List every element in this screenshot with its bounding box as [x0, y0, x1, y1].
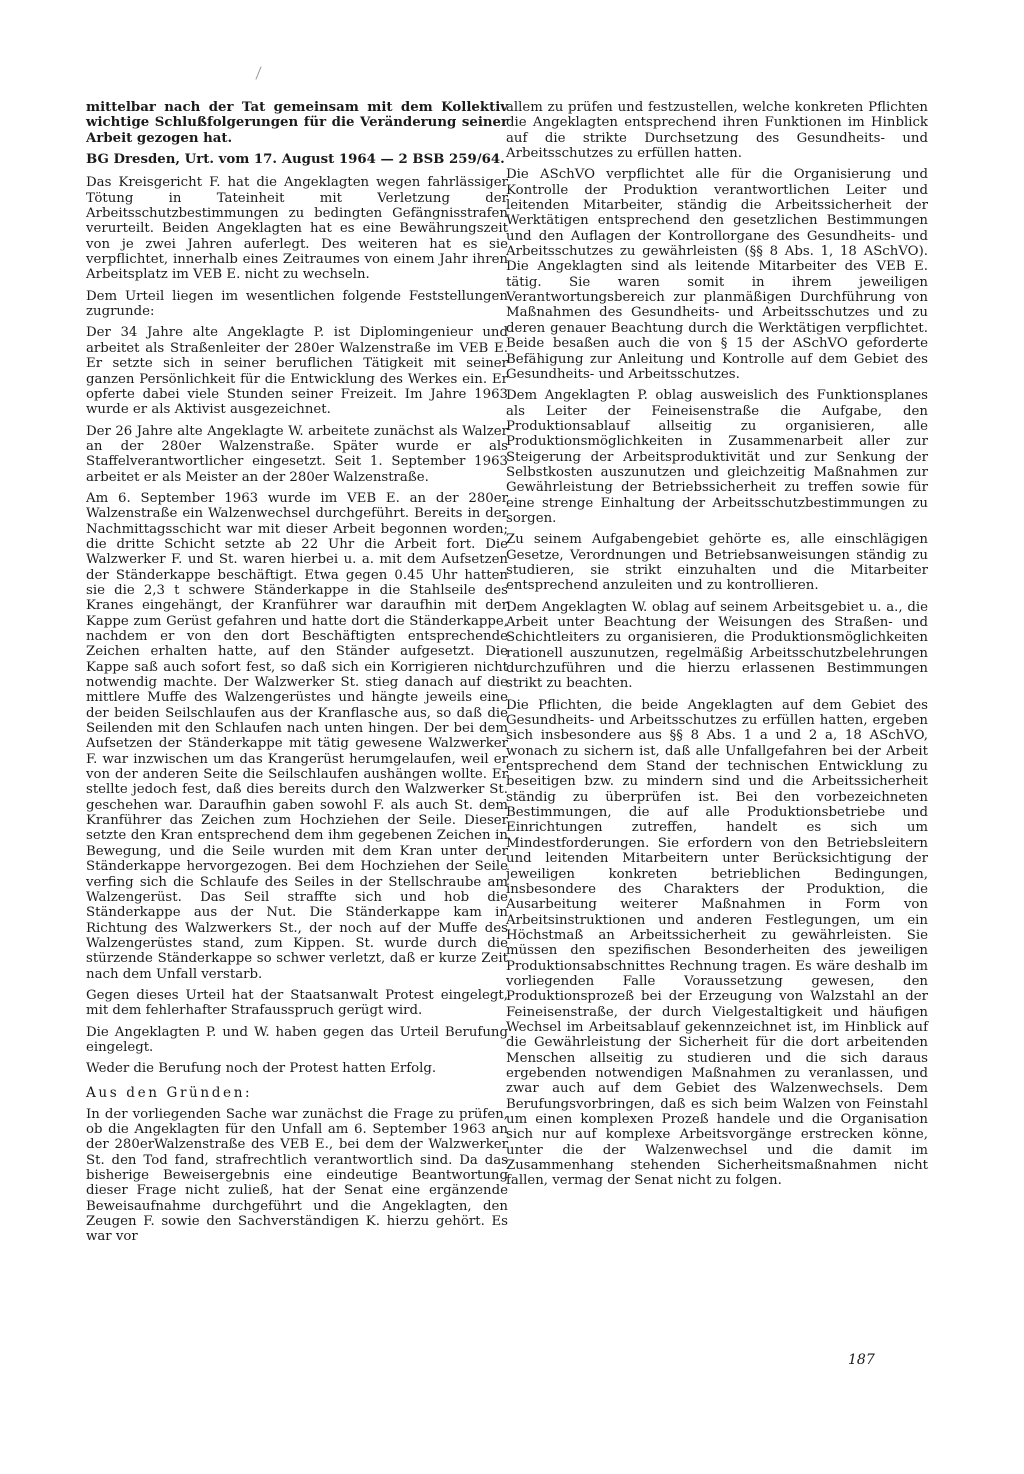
paragraph: Die Pflichten, die beide Angeklagten auf dem Gebiet des Gesundheits- und Arbeitsschutzes zu erfüllen hatten, ergeben sich insbesondere aus §§ 8 Abs. 1 a und 2 a, 18 ASchVO, wonach zu sichern ist, daß alle Unfallgefahren bei der Arbeit entsprechend dem Stand der technischen Entwicklung zu beseitigen bzw. zu mindern sind und die Arbeitssicherheit ständig zu überprüfen ist. Bei den vorbezeichneten Bestimmungen, die auf alle Produktionsbetriebe und Einrichtungen zutreffen, handelt es sich um Mindestforderungen. Sie erfordern von den Betriebsleitern und leitenden Mitarbeitern unter Berücksichtigung der jeweiligen konkreten betrieblichen Bedingungen, insbesondere des Charakters der Produktion, die Ausarbeitung weiterer Maßnahmen in Form von Arbeitsinstruktionen und anderen Festlegungen, um ein Höchstmaß an Arbeitssicherheit zu gewährleisten. Sie müssen den spezifischen Besonderheiten des jeweiligen Produktionsabschnittes Rechnung tragen. Es wäre deshalb im vorliegenden Falle Voraussetzung gewesen, den Produktionsprozeß bei der Erzeugung von Walzstahl an der Feineisenstraße, der durch Vielgestaltigkeit und häufigen Wechsel im Arbeitsablauf gekennzeichnet ist, im Hinblick auf die Gewährleistung der Sicherheit für die dort arbeitenden Menschen allseitig zu studieren und die sich daraus ergebenden notwendigen Maßnahmen zu veranlassen, und zwar auch auf dem Gebiet des Walzenwechsels. Dem Berufungsvorbringen, daß es sich beim Walzen von Feinstahl um einen komplexen Prozeß handele und die Organisation sich nur auf komplexe Arbeitsvorgänge erstrecken könne, unter die der Walzenwechsel und die damit im Zusammenhang stehenden Sicherheitsmaßnahmen nicht fallen, vermag der Senat nicht zu folgen. — [506, 697, 928, 1189]
paragraph: Dem Urteil liegen im wesentlichen folgende Feststellungen zugrunde: — [86, 288, 508, 320]
left-column — [86, 100, 508, 1251]
paragraph: Zu seinem Aufgabengebiet gehörte es, alle einschlägigen Gesetze, Verordnungen und Betriebsanweisungen ständig zu studieren, sie strikt einzuhalten und die Mitarbeiter entsprechend anzuleiten und zu kontrollieren. — [506, 532, 928, 594]
intro-bold-text: mittelbar nach der Tat gemeinsam mit dem Kollektiv wichtige Schlußfolgerungen für die Veränderung seiner Arbeit gezogen hat. — [86, 100, 508, 146]
paragraph: Dem Angeklagten W. oblag auf seinem Arbeitsgebiet u. a., die Arbeit unter Beachtung der Weisungen des Straßen- und Schichtleiters zu organisieren, die Produktionsmöglichkeiten rationell auszunutzen, regelmäßig Arbeitsschutzbelehrungen durchzuführen und die hierzu erlassenen Bestimmungen strikt zu beachten. — [506, 599, 928, 692]
paragraph: Weder die Berufung noch der Protest hatten Erfolg. — [86, 1061, 437, 1077]
paragraph: allem zu prüfen und festzustellen, welche konkreten Pflichten die Angeklagten entsprechend ihren Funktionen im Hinblick auf die strikte Durchsetzung des Gesundheits- und Arbeitsschutzes zu erfüllen hatten. — [506, 100, 928, 162]
page-number: 187 — [848, 1352, 875, 1368]
scan-mark — [255, 66, 261, 79]
paragraph: Die Angeklagten P. und W. haben gegen das Urteil Berufung eingelegt. — [86, 1024, 508, 1055]
court-citation: BG Dresden, Urt. vom 17. August 1964 — 2 BSB 259/64. — [86, 152, 505, 168]
section-heading: Aus den Gründen: — [86, 1084, 253, 1101]
paragraph: Die ASchVO verpflichtet alle für die Organisierung und Kontrolle der Produktion verantwortlichen Leiter und leitenden Mitarbeiter, ständig die Arbeitssicherheit der Werktätigen entsprechend den gesetzlichen Bestimmungen und den Auflagen der Kontrollorgane des Gesundheits- und Arbeitsschutzes zu gewährleisten (§§ 8 Abs. 1, 18 ASchVO). Die Angeklagten sind als leitende Mitarbeiter des VEB E. tätig. Sie waren somit in ihrem jeweiligen Verantwortungsbereich zur planmäßigen Durchführung von Maßnahmen des Gesundheits- und Arbeitsschutzes und zu deren genauer Beachtung durch die Werktätigen verpflichtet. Beide besaßen auch die von § 15 der ASchVO geforderte Befähigung zur Anleitung und Kontrolle auf dem Gebiet des Gesundheits- und Arbeitsschutzes. — [506, 167, 928, 382]
paragraph: Am 6. September 1963 wurde im VEB E. an der 280er Walzenstraße ein Walzenwechsel durchgeführt. Bereits in der Nachmittagsschicht war mit dieser Arbeit begonnen worden; die dritte Schicht setzte ab 22 Uhr die Arbeit fort. Die Walzwerker F. und St. waren hierbei u. a. mit dem Aufsetzen der Ständerkappe beschäftigt. Etwa gegen 0.45 Uhr hatten sie die 2,3 t schwere Ständerkappe in die Stahlseile des Kranes eingehängt, der Kranführer war daraufhin mit der Kappe zum Gerüst gefahren und hatte dort die Ständerkappe, nachdem er von den dort Beschäftigten entsprechende Zeichen erhalten hatte, auf den Ständer aufgesetzt. Die Kappe saß auch sofort fest, so daß sich ein Korrigieren nicht notwendig machte. Der Walzwerker St. stieg danach auf die mittlere Muffe des Walzengerüstes und hängte jeweils eine der beiden Seilschlaufen aus der Kranflasche aus, so daß die Seilenden mit den Schlaufen nach unten hingen. Der bei dem Aufsetzen der Ständerkappe mit tätig gewesene Walzwerker F. war inzwischen um das Krangerüst herumgelaufen, weil er von der anderen Seite die Seilschlaufen aushängen wollte. Er stellte jedoch fest, daß dies bereits durch den Walzwerker St. geschehen war. Daraufhin gaben sowohl F. als auch St. dem Kranführer das Zeichen zum Hochziehen der Seile. Dieser setzte den Kran entsprechend dem ihm gegebenen Zeichen in Bewegung, und die Seile wurden mit dem Kran unter der Ständerkappe hervorgezogen. Bei dem Hochziehen der Seile verfing sich die Schlaufe des Seiles in der Stellschraube am Walzengerüst. Das Seil straffte sich und hob die Ständerkappe aus der Nut. Die Ständerkappe kam in Richtung des Walzwerkers St., der noch auf der Muffe des Walzengerüstes stand, zum Kippen. St. wurde durch die stürzende Ständerkappe so schwer verletzt, daß er kurze Zeit nach dem Unfall verstarb. — [86, 490, 508, 982]
paragraph: Gegen dieses Urteil hat der Staatsanwalt Protest eingelegt, mit dem fehlerhafter Strafausspruch gerügt wird. — [86, 987, 508, 1019]
paragraph: Dem Angeklagten P. oblag ausweislich des Funktionsplanes als Leiter der Feineisenstraße die Aufgabe, den Produktionsablauf allseitig zu organisieren, alle Produktionsmöglichkeiten in Zusammenarbeit aller zur Steigerung der Arbeitsproduktivität und zur Senkung der Selbstkosten auszunutzen und gleichzeitig Maßnahmen zur Gewährleistung der Betriebssicherheit zu treffen sowie für eine strenge Einhaltung der Arbeitsschutzbestimmungen zu sorgen. — [506, 388, 928, 526]
paragraph: Das Kreisgericht F. hat die Angeklagten wegen fahrlässiger Tötung in Tateinheit mit Verletzung der Arbeitsschutzbestimmungen zu bedingten Gefängnisstrafen verurteilt. Beiden Angeklagten hat es eine Bewährungszeit von je zwei Jahren auferlegt. Des weiteren hat es sie verpflichtet, innerhalb eines Zeitraumes von einem Jahr ihren Arbeitsplatz im VEB E. nicht zu wechseln. — [86, 175, 508, 283]
paragraph: In der vorliegenden Sache war zunächst die Frage zu prüfen, ob die Angeklagten für den Unfall am 6. September 1963 an der 280erWalzenstraße des VEB E., bei dem der Walzwerker St. den Tod fand, strafrechtlich verantwortlich sind. Da das bisherige Beweisergebnis eine eindeutige Beantwortung dieser Frage nicht zuließ, hat der Senat eine ergänzende Beweisaufnahme durchgeführt und die Angeklagten, den Zeugen F. sowie den Sachverständigen K. hierzu gehört. Es war vor — [86, 1106, 508, 1245]
right-column — [506, 100, 928, 1195]
paragraph: Der 34 Jahre alte Angeklagte P. ist Diplomingenieur und arbeitet als Straßenleiter der 280er Walzenstraße im VEB E. Er setzte sich in seiner beruflichen Tätigkeit mit seiner ganzen Persönlichkeit für die Entwicklung des Werkes ein. Er opferte dabei viele Stunden seiner Freizeit. Im Jahre 1963 wurde er als Aktivist ausgezeichnet. — [86, 325, 508, 418]
paragraph: Der 26 Jahre alte Angeklagte W. arbeitete zunächst als Walzer an der 280er Walzenstraße. Später wurde er als Staffelverantwortlicher eingesetzt. Seit 1. September 1963 arbeitet er als Meister an der 280er Walzenstraße. — [86, 423, 508, 485]
